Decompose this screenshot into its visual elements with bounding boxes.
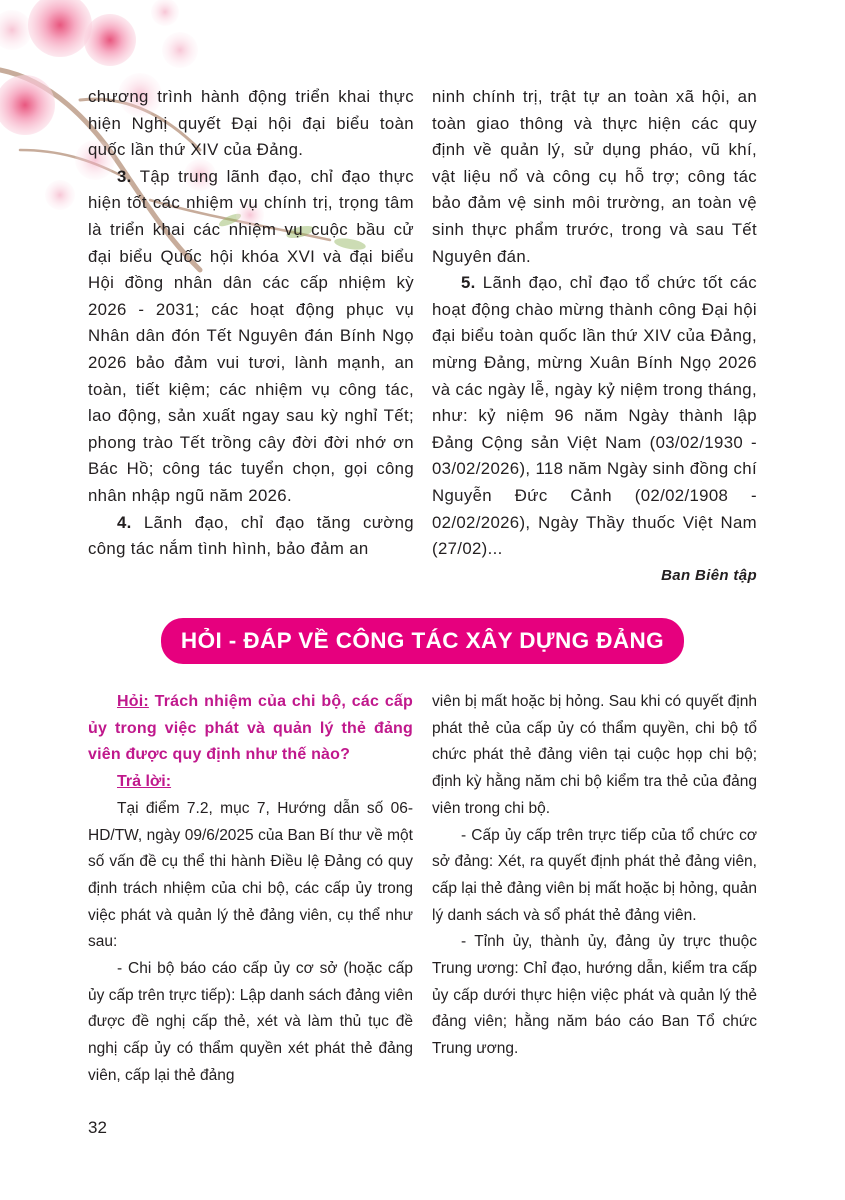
question-label: Hỏi: — [117, 693, 149, 710]
qa-left-column — [88, 689, 413, 1090]
paragraph-item-4 — [88, 510, 414, 563]
answer-label: Trả lời: — [117, 773, 172, 791]
page-number: 32 — [88, 1118, 107, 1137]
paragraph: viên bị mất hoặc bị hỏng. Sau khi có quyết định phát thẻ của cấp ủy có thẩm quyền, chi bộ tổ chức phát thẻ đảng viên tại cuộc họp chi bộ; định kỳ hằng năm chi bộ kiểm tra thẻ của đảng viên trong chi bộ. — [432, 693, 757, 817]
paragraph: chương trình hành động triển khai thực hiện Nghị quyết Đại hội đại biểu toàn quốc lần thứ XIV của Đảng. — [88, 87, 414, 160]
paragraph: - Chi bộ báo cáo cấp ủy cơ sở (hoặc cấp ủy cấp trên trực tiếp): Lập danh sách đảng viên được đề nghị cấp thẻ, xét và làm thủ tục đề nghị cấp ủy có thẩm quyền xét phát thẻ đảng viên, cấp lại thẻ đảng — [88, 960, 413, 1084]
paragraph-item-5 — [432, 270, 757, 563]
signature: Ban Biên tập — [661, 566, 757, 584]
question — [88, 689, 413, 769]
paragraph: ninh chính trị, trật tự an toàn xã hội, an toàn giao thông và thực hiện các quy định về quản lý, sử dụng pháo, vũ khí, vật liệu nổ và công cụ hỗ trợ; công tác bảo đảm vệ sinh môi trường, an toàn vệ sinh thực phẩm trước, trong và sau Tết Nguyên đán. — [432, 87, 757, 266]
section-banner — [0, 618, 845, 664]
top-left-column — [88, 84, 414, 563]
section-title: HỎI - ĐÁP VỀ CÔNG TÁC XÂY DỰNG ĐẢNG — [161, 618, 684, 664]
question-text: Trách nhiệm của chi bộ, các cấp ủy trong việc phát và quản lý thẻ đảng viên được quy định như thế nào? — [88, 693, 413, 764]
qa-right-column — [432, 689, 757, 1063]
item-text: Lãnh đạo, chỉ đạo tăng cường công tác nắm tình hình, bảo đảm an — [88, 512, 414, 559]
paragraph-item-3 — [88, 164, 414, 510]
paragraph: Tại điểm 7.2, mục 7, Hướng dẫn số 06-HD/TW, ngày 09/6/2025 của Ban Bí thư về một số vấn đề cụ thể thi hành Điều lệ Đảng có quy định trách nhiệm của chi bộ, các cấp ủy trong việc phát và quản lý thẻ đảng viên, cụ thể như sau: — [88, 799, 413, 951]
item-number: 4. — [117, 512, 132, 532]
paragraph: - Cấp ủy cấp trên trực tiếp của tổ chức cơ sở đảng: Xét, ra quyết định phát thẻ đảng viên, cấp lại thẻ đảng viên bị mất hoặc bị hỏng, quản lý danh sách và sổ phát thẻ đảng viên. — [432, 826, 757, 924]
top-right-column — [432, 84, 757, 589]
item-number: 3. — [117, 166, 132, 186]
item-number: 5. — [461, 273, 476, 293]
paragraph: - Tỉnh ủy, thành ủy, đảng ủy trực thuộc Trung ương: Chỉ đạo, hướng dẫn, kiểm tra cấp ủy cấp dưới thực hiện việc phát và quản lý thẻ đảng viên; hằng năm báo cáo Ban Tổ chức Trung ương. — [432, 933, 757, 1058]
item-text: Lãnh đạo, chỉ đạo tổ chức tốt các hoạt động chào mừng thành công Đại hội đại biểu toàn quốc lần thứ XIV của Đảng, mừng Đảng, mừng Xuân Bính Ngọ 2026 và các ngày lễ, ngày kỷ niệm trong tháng, như: kỷ niệm 96 năm Ngày thành lập Đảng Cộng sản Việt Nam (03/02/1930 - 03/02/2026), 118 năm Ngày sinh đồng chí Nguyễn Đức Cảnh (02/02/1908 - 02/02/2026), Ngày Thầy thuốc Việt Nam (27/02)... — [432, 273, 757, 559]
item-text: Tập trung lãnh đạo, chỉ đạo thực hiện tốt các nhiệm vụ chính trị, trọng tâm là triển khai các nhiệm vụ cuộc bầu cử đại biểu Quốc hội khóa XVI và đại biểu Hội đồng nhân dân các cấp nhiệm kỳ 2026 - 2031; các hoạt động phục vụ Nhân dân đón Tết Nguyên đán Bính Ngọ 2026 bảo đảm vui tươi, lành mạnh, an toàn, tiết kiệm; các nhiệm vụ công tác, lao động, sản xuất ngay sau kỳ nghỉ Tết; phong trào Tết trồng cây đời đời nhớ ơn Bác Hồ; công tác tuyển chọn, gọi công nhân nhập ngũ năm 2026. — [88, 166, 414, 505]
